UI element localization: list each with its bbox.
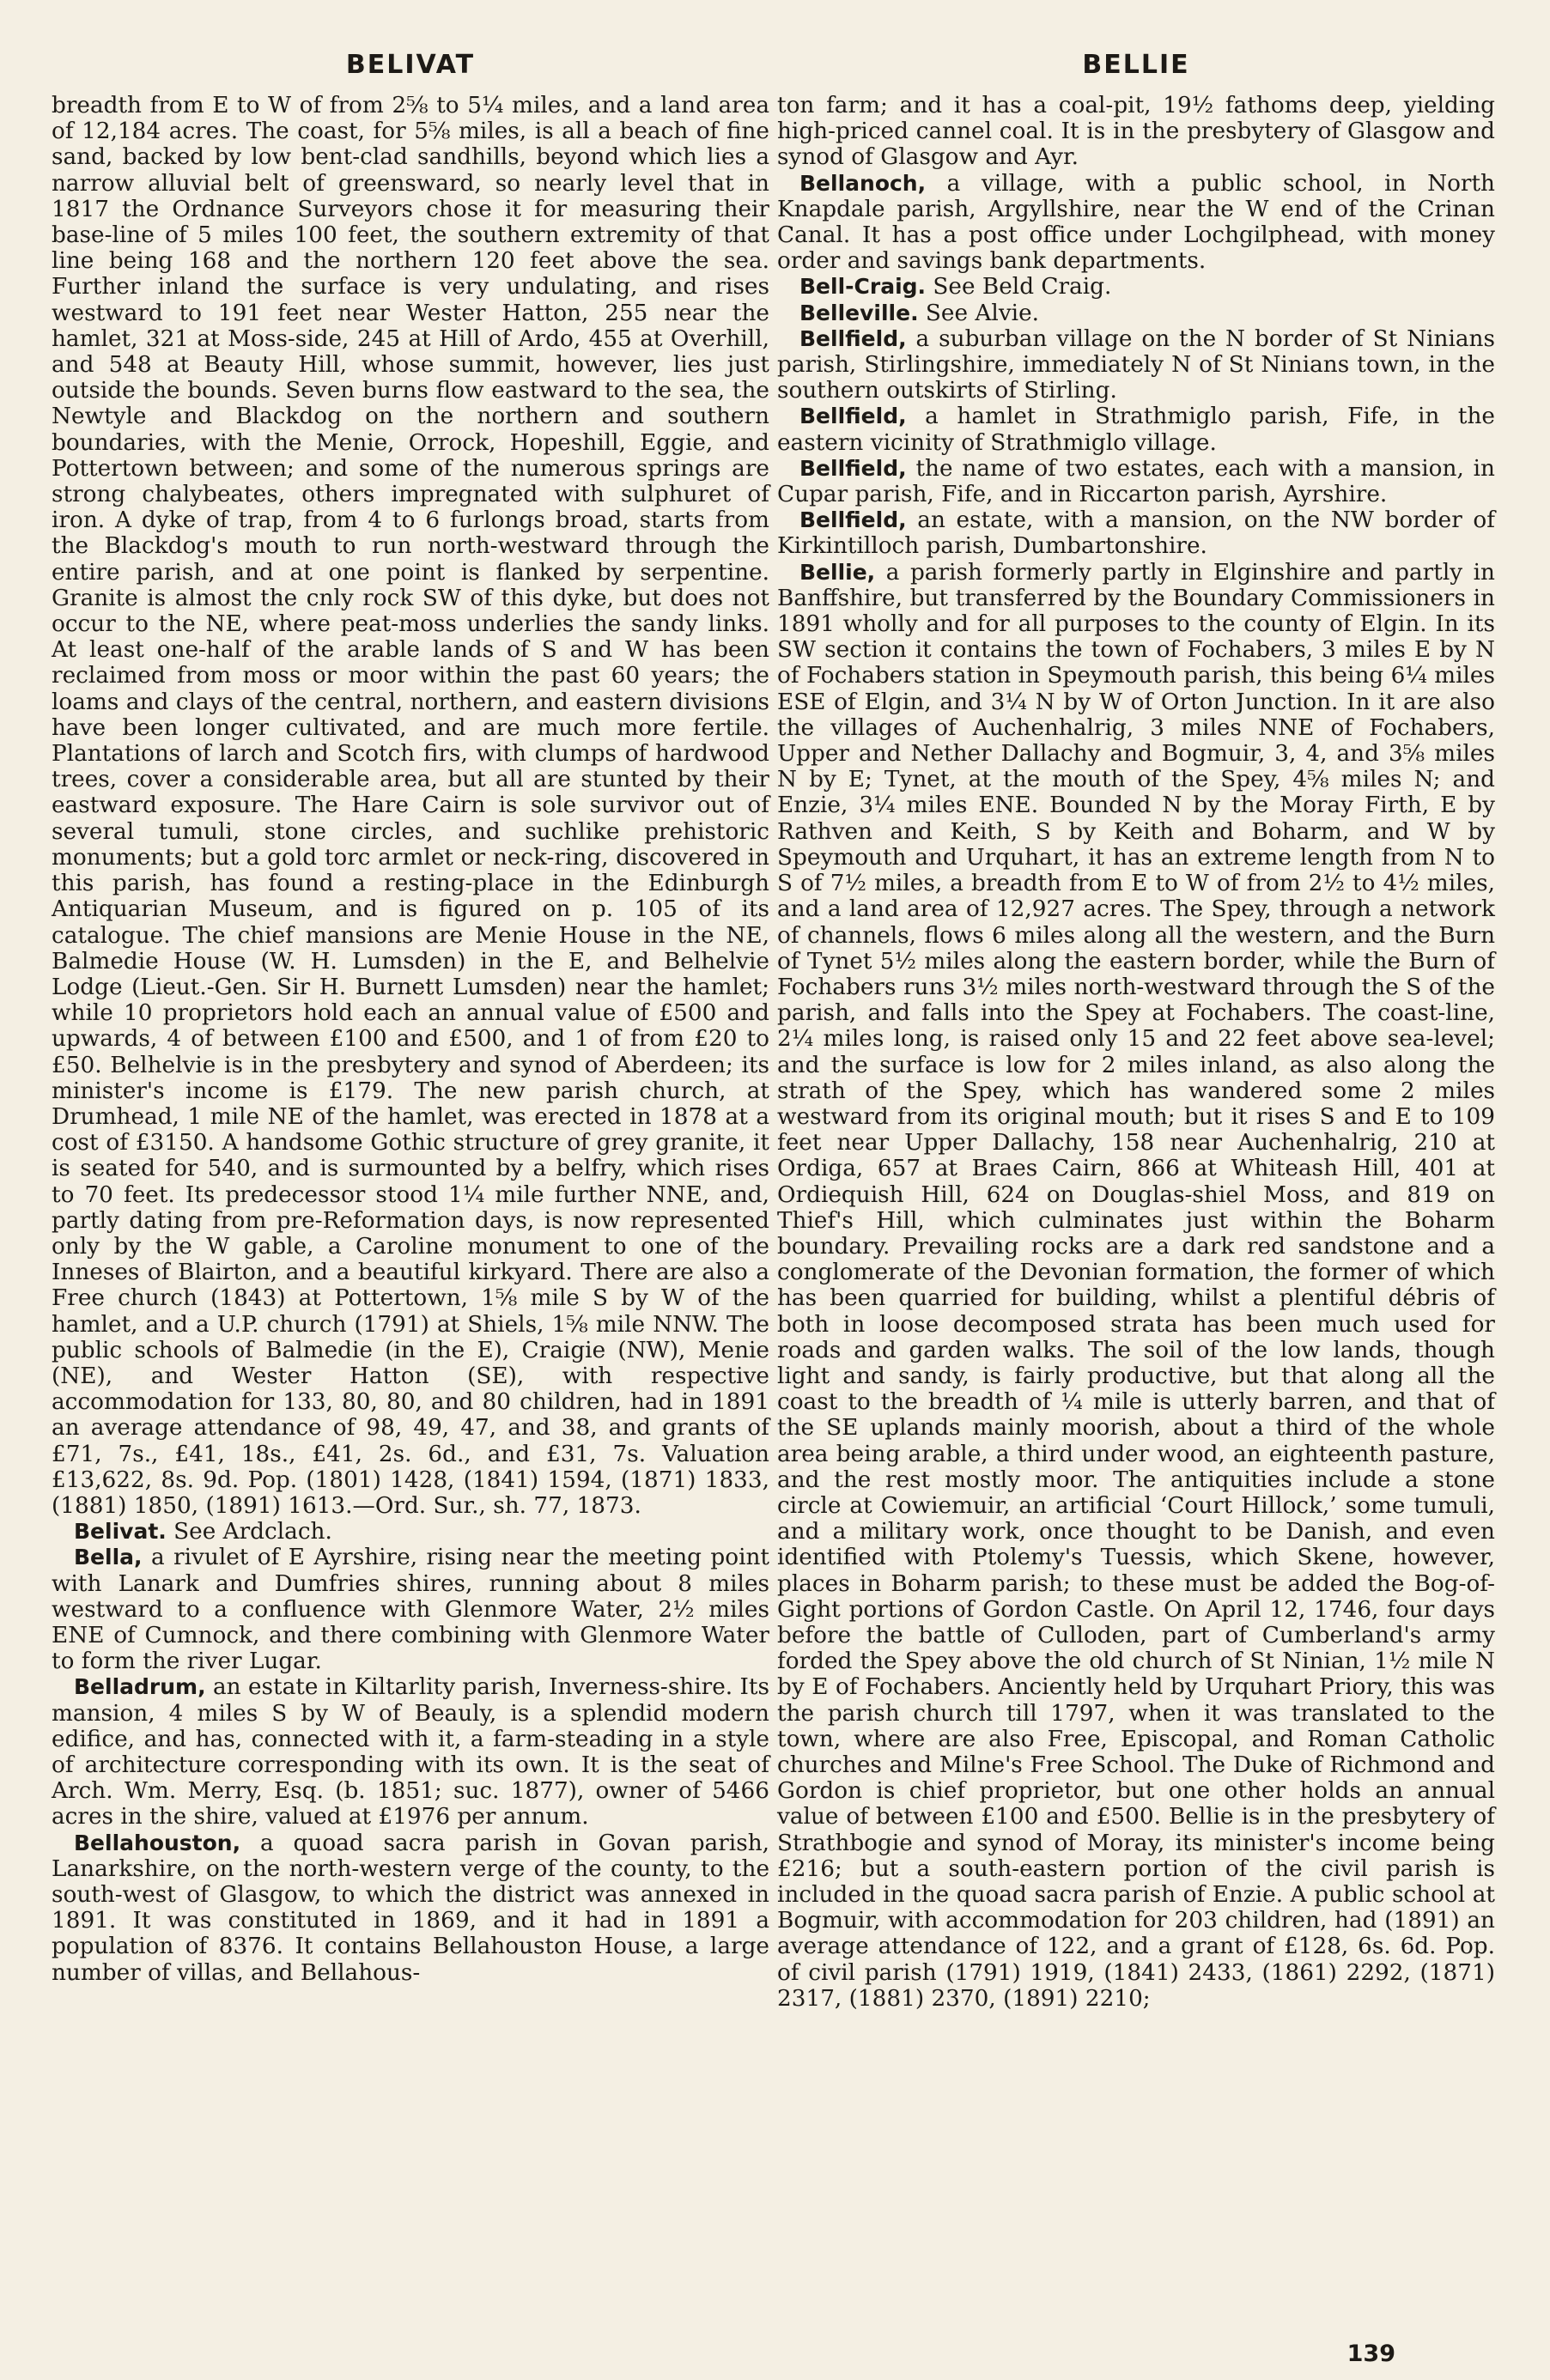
entry-headword: Belivat. [74,1519,167,1545]
running-header [0,50,1550,84]
page-number: 139 [1346,2341,1395,2367]
entry-text: the name of two estates, each with a mansion, in Cupar parish, Fife, and in Riccarton parish, Ayrshire. [777,455,1495,508]
entry [777,507,1495,559]
entry-text: See Beld Craig. [926,274,1112,301]
header-right: BELLIE [1082,50,1190,80]
entry-text: See Ardclach. [166,1519,332,1545]
header-left: BELIVAT [345,50,476,80]
entry-text: an estate in Kiltarlity parish, Inverness-shire. Its mansion, 4 miles S by W of Beauly, is a splendid modern edifice, and has, connected with it, a farm-steading in a style of architecture corresponding with its own. It is the seat of Arch. Wm. Merry, Esq. (b. 1851; suc. 1877), owner of 5466 acres in the shire, valued at £1976 per annum. [52,1674,769,1831]
entry [777,171,1495,275]
entry-headword: Belleville. [799,300,919,325]
entry [52,1831,769,1986]
entry-headword: Bellanoch, [799,170,927,196]
entry [777,404,1495,455]
entry [52,93,769,1519]
entry-text: an estate, with a mansion, on the NW border of Kirkintilloch parish, Dumbartonshire. [777,507,1495,560]
left-column [52,93,769,1986]
entry-text: See Alvie. [918,300,1040,326]
entry [777,301,1495,326]
entry-text: a hamlet in Strathmiglo parish, Fife, in the eastern vicinity of Strathmiglo village. [777,404,1495,456]
entry-headword: Bellahouston, [74,1830,241,1855]
entry-headword: Bellfield, [799,404,907,429]
entry-headword: Bell-Craig. [799,274,927,300]
entry [52,1519,769,1545]
entry-headword: Bellfield, [799,325,907,351]
entry-text: a rivulet of E Ayrshire, rising near the meeting point with Lanark and Dumfries shires, running about 8 miles westward to a confluence with Glenmore Water, 2½ miles ENE of Cumnock, and there combining with Glenmore Water to form the river Lugar. [52,1545,769,1675]
entry-text: a village, with a public school, in North Knapdale parish, Argyllshire, near the W end of the Crinan Canal. It has a post office under Lochgilphead, with money order and savings bank departments. [777,170,1495,275]
entry-headword: Bella, [74,1545,143,1570]
entry [777,274,1495,300]
entry [777,560,1495,2012]
entry-headword: Bellfield, [799,507,907,533]
entry-headword: Belladrum, [74,1674,206,1700]
entry [52,1674,769,1830]
right-column [777,93,1495,2012]
entry [777,93,1495,171]
entry-text: a suburban village on the N border of St Ninians parish, Stirlingshire, immediately N of St Ninians town, in the southern outskirts of Stirling. [777,325,1495,404]
entry-text: a parish formerly partly in Elginshire and partly in Banffshire, but transferred by the Boundary Commissioners in 1891 wholly and for all purposes to the county of Elgin. In its SW section it contains the town of Fochabers, 3 miles E by N of Fochabers station in Speymouth parish, this being 6¼ miles ESE of Elgin, and 3¼ N by W of Orton Junction. In it are also the villages of Auchenhalrig, 3 miles NNE of Fochabers, Upper and Nether Dallachy and Bogmuir, 3, 4, and 3⅝ miles N by E; Tynet, at the mouth of the Spey, 4⅝ miles N; and Enzie, 3¼ miles ENE. Bounded N by the Moray Firth, E by Rathven and Keith, S by Keith and Boharm, and W by Speymouth and Urquhart, it has an extreme length from N to S of 7½ miles, a breadth from E to W of from 2½ to 4½ miles, and a land area of 12,927 acres. The Spey, through a network of channels, flows 6 miles along all the western, and the Burn of Tynet 5½ miles along the eastern border, while the Burn of Fochabers runs 3½ miles north-westward through the S of the parish, and falls into the Spey at Fochabers. The coast-line, 2¼ miles long, is raised only 15 and 22 feet above sea-level; and the surface is low for 2 miles inland, as also along the strath of the Spey, which has wandered some 2 miles westward from its original mouth; but it rises S and E to 109 feet near Upper Dallachy, 158 near Auchenhalrig, 210 at Ordiga, 657 at Braes Cairn, 866 at Whiteash Hill, 401 at Ordiequish Hill, 624 on Douglas-shiel Moss, and 819 on Thief's Hill, which culminates just within the Boharm boundary. Prevailing rocks are a dark red sandstone and a conglomerate of the Devonian formation, the former of which has been quarried for building, whilst a plentiful débris of both in loose decomposed strata has been much used for roads and garden walks. The soil of the low lands, though light and sandy, is fairly productive, but that along all the coast to the breadth of ¼ mile is utterly barren, and that of the SE uplands mainly moorish, about a third of the whole area being arable, a third under wood, an eighteenth pasture, and the rest mostly moor. The antiquities include a stone circle at Cowiemuir, an artificial ‘Court Hillock,’ some tumuli, and a military work, once thought to be Danish, and even identified with Ptolemy's Tuessis, which Skene, however, places in Boharm parish; to these must be added the Bog-of-Gight portions of Gordon Castle. On April 12, 1746, four days before the battle of Culloden, part of Cumberland's army forded the Spey above the old church of St Ninian, 1½ mile N by E of Fochabers. Anciently held by Urquhart Priory, this was the parish church till 1797, when it was translated to the town, where are also Free, Episcopal, and Roman Catholic churches and Milne's Free School. The Duke of Richmond and Gordon is chief proprietor, but one other holds an annual value of between £100 and £500. Bellie is in the presbytery of Strathbogie and synod of Moray, its minister's income being £216; but a south-eastern portion of the civil parish is included in the quoad sacra parish of Enzie. A public school at Bogmuir, with accommodation for 203 children, had (1891) an average attendance of 122, and a grant of £128, 6s. 6d. Pop. of civil parish (1791) 1919, (1841) 2433, (1861) 2292, (1871) 2317, (1881) 2370, (1891) 2210; [777,559,1495,2012]
entry-text: a quoad sacra parish in Govan parish, Lanarkshire, on the north-western verge of the county, to the south-west of Glasgow, to which the district was annexed in 1891. It was constituted in 1869, and it had in 1891 a population of 8376. It contains Bellahouston House, a large number of villas, and Bellahous- [52,1830,769,1986]
entry-headword: Bellie, [799,559,876,585]
entry [777,456,1495,507]
entry-headword: Bellfield, [799,455,907,481]
entry [777,326,1495,404]
entry-text: breadth from E to W of from 2⅝ to 5¼ miles, and a land area of 12,184 acres. The coast, for 5⅝ miles, is all a beach of fine sand, backed by low bent-clad sandhills, beyond which lies a narrow alluvial belt of greensward, so nearly level that in 1817 the Ordnance Surveyors chose it for measuring their base-line of 5 miles 100 feet, the southern extremity of that line being 168 and the northern 120 feet above the sea. Further inland the surface is very undulating, and rises westward to 191 feet near Wester Hatton, 255 near the hamlet, 321 at Moss-side, 245 at Hill of Ardo, 455 at Overhill, and 548 at Beauty Hill, whose summit, however, lies just outside the bounds. Seven burns flow eastward to the sea, the Newtyle and Blackdog on the northern and southern boundaries, with the Menie, Orrock, Hopeshill, Eggie, and Pottertown between; and some of the numerous springs are strong chalybeates, others impregnated with sulphuret of iron. A dyke of trap, from 4 to 6 furlongs broad, starts from the Blackdog's mouth to run north-westward through the entire parish, and at one point is flanked by serpentine. Granite is almost the cnly rock SW of this dyke, but does not occur to the NE, where peat-moss underlies the sandy links. At least one-half of the arable lands of S and W has been reclaimed from moss or moor within the past 60 years; the loams and clays of the central, northern, and eastern divisions have been longer cultivated, and are much more fertile. Plantations of larch and Scotch firs, with clumps of hardwood trees, cover a considerable area, but all are stunted by their eastward exposure. The Hare Cairn is sole survivor out of several tumuli, stone circles, and suchlike prehistoric monuments; but a gold torc armlet or neck-ring, discovered in this parish, has found a resting-place in the Edinburgh Antiquarian Museum, and is figured on p. 105 of its catalogue. The chief mansions are Menie House in the NE, Balmedie House (W. H. Lumsden) in the E, and Belhelvie Lodge (Lieut.-Gen. Sir H. Burnett Lumsden) near the hamlet; while 10 proprietors hold each an annual value of £500 and upwards, 4 of between £100 and £500, and 1 of from £20 to £50. Belhelvie is in the presbytery and synod of Aberdeen; its minister's income is £179. The new parish church, at Drumhead, 1 mile NE of the hamlet, was erected in 1878 at a cost of £3150. A handsome Gothic structure of grey granite, it is seated for 540, and is surmounted by a belfry, which rises to 70 feet. Its predecessor stood 1¼ mile further NNE, and, partly dating from pre-Reformation days, is now represented only by the W gable, a Caroline monument to one of the Inneses of Blairton, and a beautiful kirkyard. There are also a Free church (1843) at Pottertown, 1⅝ mile S by W of the hamlet, and a U.P. church (1791) at Shiels, 1⅝ mile NNW. The public schools of Balmedie (in the E), Craigie (NW), Menie (NE), and Wester Hatton (SE), with respective accommodation for 133, 80, 80, and 80 children, had in 1891 an average attendance of 98, 49, 47, and 38, and grants of £71, 7s., £41, 18s., £41, 2s. 6d., and £31, 7s. Valuation £13,622, 8s. 9d. Pop. (1801) 1428, (1841) 1594, (1871) 1833, (1881) 1850, (1891) 1613.—Ord. Sur., sh. 77, 1873. [52,93,769,1519]
entry [52,1545,769,1674]
entry-text: ton farm; and it has a coal-pit, 19½ fathoms deep, yielding high-priced cannel coal. It is in the presbytery of Glasgow and synod of Glasgow and Ayr. [777,93,1495,171]
